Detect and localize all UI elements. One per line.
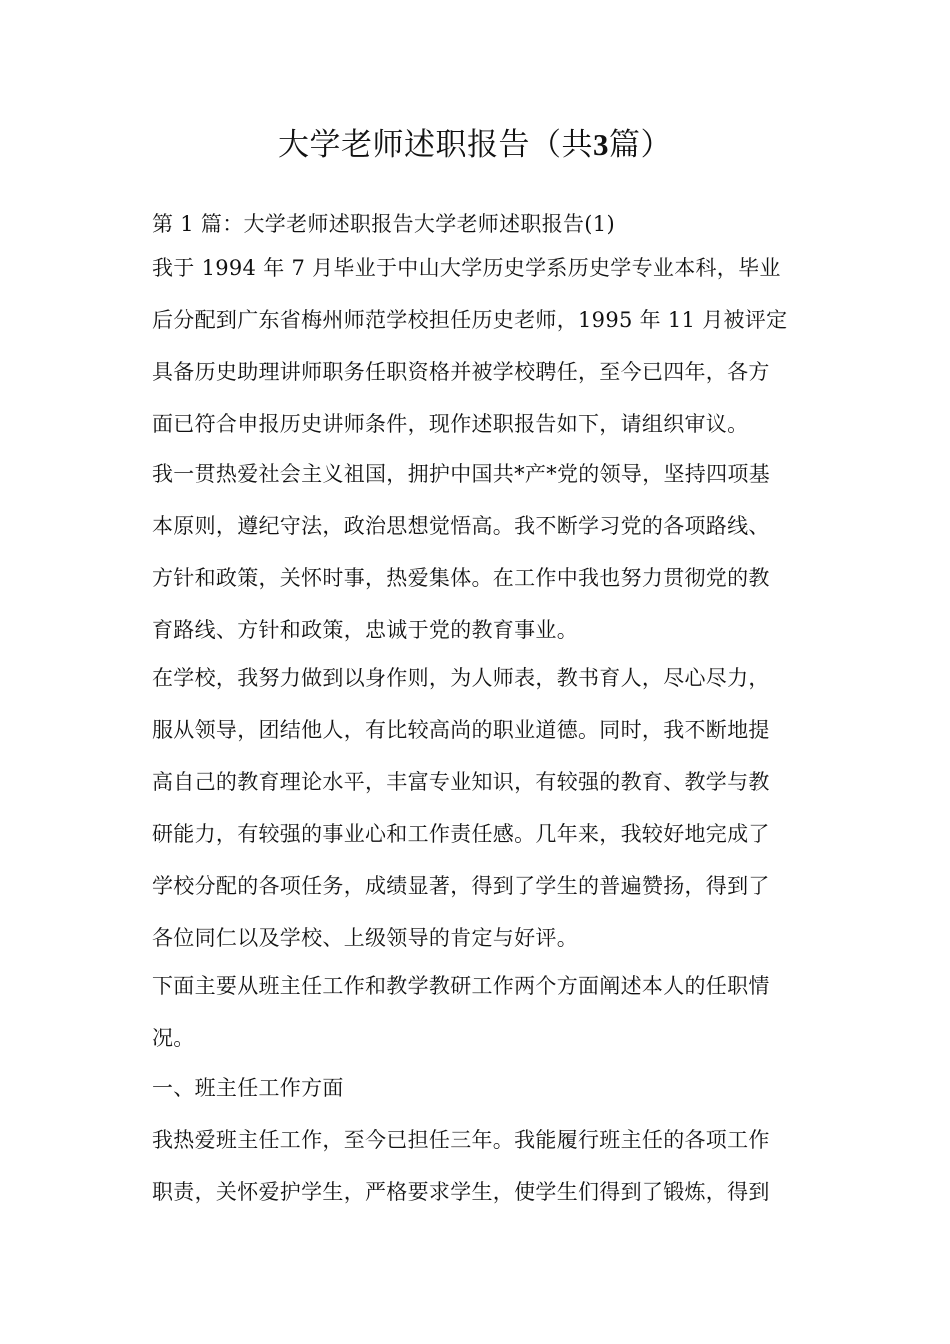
section-heading xyxy=(152,1062,802,1114)
subtitle-line: 第 1 篇：大学老师述职报告大学老师述职报告(1) xyxy=(152,212,615,236)
paragraph-line: 具备历史助理讲师职务任职资格并被学校聘任，至今已四年，各方 xyxy=(152,360,770,384)
paragraph-5 xyxy=(152,1114,802,1218)
document-title xyxy=(0,120,950,170)
title-main: 大学老师述职报告（共 xyxy=(278,127,593,163)
paragraph-line: 下面主要从班主任工作和教学教研工作两个方面阐述本人的任职情 xyxy=(152,974,770,998)
paragraph-line: 学校分配的各项任务，成绩显著，得到了学生的普遍赞扬，得到了 xyxy=(152,874,770,898)
title-number: 3 xyxy=(593,127,609,162)
paragraph-line: 育路线、方针和政策，忠诚于党的教育事业。 xyxy=(152,618,578,642)
paragraph-line: 本原则，遵纪守法，政治思想觉悟高。我不断学习党的各项路线、 xyxy=(152,514,770,538)
paragraph-1 xyxy=(152,242,802,450)
paragraph-3 xyxy=(152,652,802,964)
paragraph-line: 面已符合申报历史讲师条件，现作述职报告如下，请组织审议。 xyxy=(152,412,749,436)
paragraph-line: 我热爱班主任工作，至今已担任三年。我能履行班主任的各项工作 xyxy=(152,1128,770,1152)
paragraph-line: 在学校，我努力做到以身作则，为人师表，教书育人，尽心尽力， xyxy=(152,666,770,690)
paragraph-line: 后分配到广东省梅州师范学校担任历史老师，1995 年 11 月被评定 xyxy=(152,308,788,332)
heading-line: 一、班主任工作方面 xyxy=(152,1076,344,1100)
paragraph-line: 高自己的教育理论水平，丰富专业知识，有较强的教育、教学与教 xyxy=(152,770,770,794)
paragraph-line: 我一贯热爱社会主义祖国，拥护中国共*产*党的领导，坚持四项基 xyxy=(152,462,770,486)
paragraph-line: 服从领导，团结他人，有比较高尚的职业道德。同时，我不断地提 xyxy=(152,718,770,742)
paragraph-line: 我于 1994 年 7 月毕业于中山大学历史学系历史学专业本科，毕业 xyxy=(152,256,781,280)
title-tail: 篇） xyxy=(609,127,672,163)
paragraph-2 xyxy=(152,448,802,656)
paragraph-line: 况。 xyxy=(152,1026,195,1050)
paragraph-line: 研能力，有较强的事业心和工作责任感。几年来，我较好地完成了 xyxy=(152,822,770,846)
paragraph-line: 方针和政策，关怀时事，热爱集体。在工作中我也努力贯彻党的教 xyxy=(152,566,770,590)
paragraph-line: 各位同仁以及学校、上级领导的肯定与好评。 xyxy=(152,926,578,950)
paragraph-line: 职责，关怀爱护学生，严格要求学生，使学生们得到了锻炼，得到 xyxy=(152,1180,770,1204)
paragraph-4 xyxy=(152,960,802,1064)
